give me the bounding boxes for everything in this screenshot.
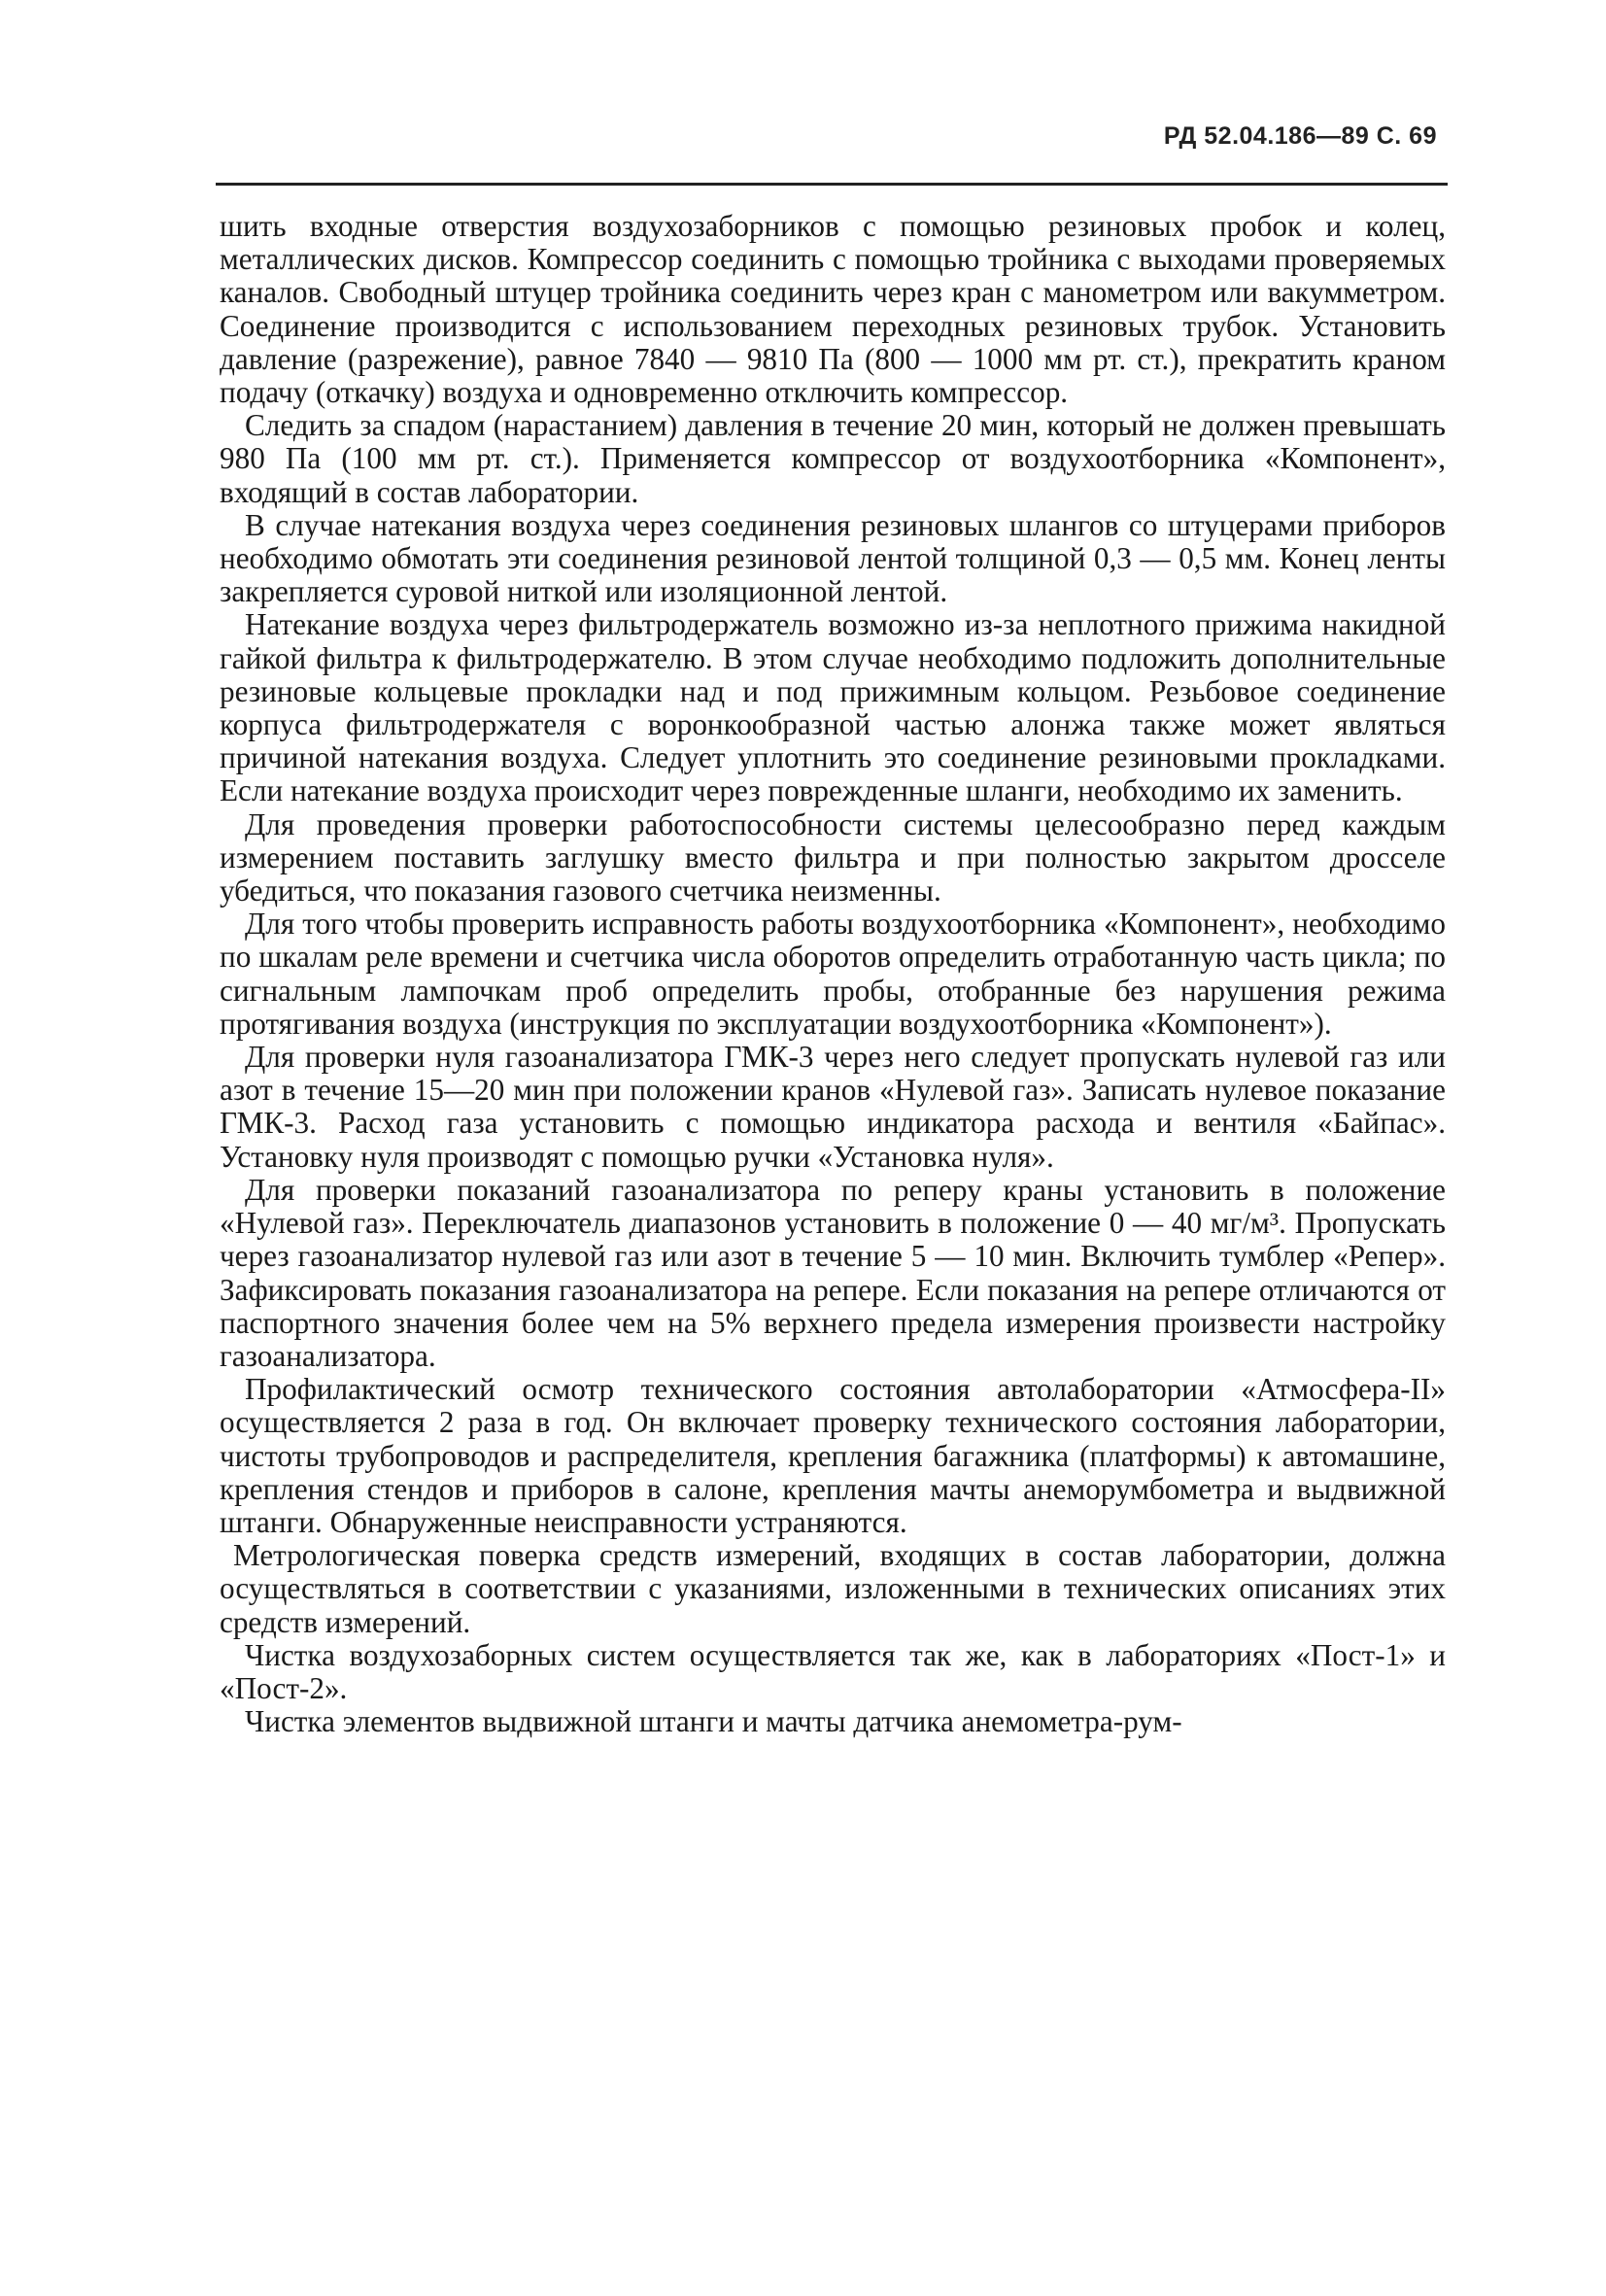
paragraph-2: Следить за спадом (нарастанием) давления в течение 20 мин, который не должен превышать 980 Па (100 мм рт. ст.). Применяется компрессор от воздухоотборника «Компонент», входящий в состав лаборатории. bbox=[220, 408, 1446, 509]
paragraph-7: Для проверки нуля газоанализатора ГМК-3 через него следует пропускать нулевой газ или азот в течение 15—20 мин при положении кранов «Нулевой газ». Записать нулевое показание ГМК-3. Расход газа установить с помощью индикатора расхода и вентиля «Байпас». Установку нуля производят с помощью ручки «Установка нуля». bbox=[220, 1040, 1446, 1174]
paragraph-10: Метрологическая поверка средств измерений, входящих в состав лаборатории, должна осуществляться в соответствии с указаниями, изложенными в технических описаниях этих средств измерений. bbox=[220, 1538, 1446, 1639]
header-rule bbox=[216, 183, 1448, 186]
paragraph-4: Натекание воздуха через фильтродержатель возможно из-за неплотного прижима накидной гайкой фильтра к фильтродержателю. В этом случае необходимо подложить дополнительные резиновые кольцевые прокладки над и под прижимным кольцом. Резьбовое соединение корпуса фильтродержателя с воронкообразной частью алонжа также может являться причиной натекания воздуха. Следует уплотнить это соединение резиновыми прокладками. Если натекание воздуха происходит через поврежденные шланги, необходимо их заменить. bbox=[220, 607, 1446, 808]
paragraph-9: Профилактический осмотр технического состояния автолаборатории «Атмосфера-II» осуществляется 2 раза в год. Он включает проверку технического состояния лаборатории, чистоты трубопроводов и распределителя, крепления багажника (платформы) к автомашине, крепления стендов и приборов в салоне, крепления мачты анеморумбометра и выдвижной штанги. Обнаруженные неисправности устраняются. bbox=[220, 1372, 1446, 1539]
paragraph-1: шить входные отверстия воздухозаборников с помощью резиновых пробок и колец, металлических дисков. Компрессор соединить с помощью тройника с выходами проверяемых каналов. Свободный штуцер тройника соединить через кран с манометром или вакумметром. Соединение производится с использованием переходных резиновых трубок. Установить давление (разрежение), равное 7840 — 9810 Па (800 — 1000 мм рт. ст.), прекратить краном подачу (откачку) воздуха и одновременно отключить компрессор. bbox=[220, 209, 1446, 410]
paragraph-3: В случае натекания воздуха через соединения резиновых шлангов со штуцерами приборов необходимо обмотать эти соединения резиновой лентой толщиной 0,3 — 0,5 мм. Конец ленты закрепляется суровой ниткой или изоляционной лентой. bbox=[220, 507, 1446, 609]
paragraph-12: Чистка элементов выдвижной штанги и мачты датчика анемометра-рум- bbox=[245, 1704, 1182, 1739]
paragraph-5: Для проведения проверки работоспособности системы целесообразно перед каждым измерением поставить заглушку вместо фильтра и при полностью закрытом дросселе убедиться, что показания газового счетчика неизменны. bbox=[220, 806, 1446, 908]
paragraph-6: Для того чтобы проверить исправность работы воздухоотборника «Компонент», необходимо по шкалам реле времени и счетчика числа оборотов определить отработанную часть цикла; по сигнальным лампочкам проб определить пробы, отобранные без нарушения режима протягивания воздуха (инструкция по эксплуатации воздухоотборника «Компонент»). bbox=[220, 907, 1446, 1041]
body-text bbox=[220, 210, 1446, 1738]
page-header: РД 52.04.186—89 С. 69 bbox=[1163, 122, 1437, 150]
paragraph-11: Чистка воздухозаборных систем осуществляется так же, как в лабораториях «Пост-1» и «Пост-2». bbox=[220, 1637, 1446, 1705]
paragraph-8: Для проверки показаний газоанализатора по реперу краны установить в положение «Нулевой газ». Переключатель диапазонов установить в положение 0 — 40 мг/м³. Пропускать через газоанализатор нулевой газ или азот в течение 5 — 10 мин. Включить тумблер «Репер». Зафиксировать показания газоанализатора на репере. Если показания на репере отличаются от паспортного значения более чем на 5% верхнего предела измерения произвести настройку газоанализатора. bbox=[220, 1172, 1446, 1373]
